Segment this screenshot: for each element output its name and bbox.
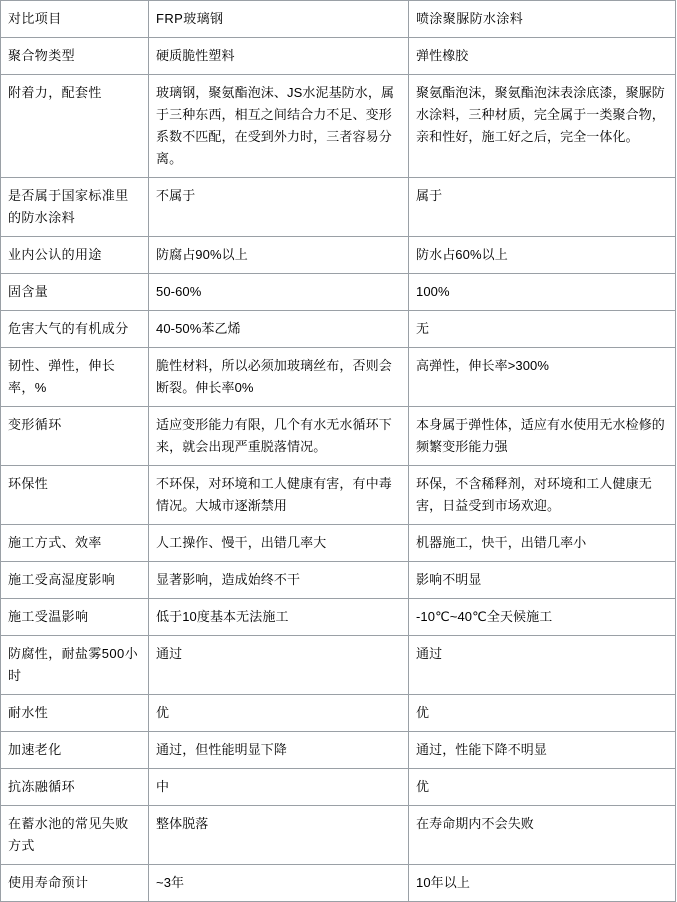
table-row: [1, 636, 676, 695]
table-row: [1, 562, 676, 599]
table-row: [1, 695, 676, 732]
row-value-pua: 10年以上: [409, 865, 676, 902]
row-value-pua: 弹性橡胶: [409, 38, 676, 75]
row-value-frp: 脆性材料，所以必须加玻璃丝布，否则会断裂。伸长率0%: [149, 348, 409, 407]
row-label: 施工受温影响: [1, 599, 149, 636]
row-value-frp: 显著影响，造成始终不干: [149, 562, 409, 599]
row-value-frp: 硬质脆性塑料: [149, 38, 409, 75]
row-label: 变形循环: [1, 407, 149, 466]
row-label: 耐水性: [1, 695, 149, 732]
row-label: 环保性: [1, 466, 149, 525]
row-value-pua: 在寿命期内不会失败: [409, 806, 676, 865]
row-value-pua: 防水占60%以上: [409, 237, 676, 274]
row-value-frp: 不环保，对环境和工人健康有害，有中毒情况。大城市逐渐禁用: [149, 466, 409, 525]
row-value-pua: 环保，不含稀释剂，对环境和工人健康无害，日益受到市场欢迎。: [409, 466, 676, 525]
row-value-frp: 人工操作、慢干，出错几率大: [149, 525, 409, 562]
table-row: [1, 466, 676, 525]
row-label: 抗冻融循环: [1, 769, 149, 806]
table-row: [1, 525, 676, 562]
table-row: [1, 274, 676, 311]
row-value-pua: 影响不明显: [409, 562, 676, 599]
row-value-pua: 本身属于弹性体，适应有水使用无水检修的频繁变形能力强: [409, 407, 676, 466]
row-value-frp: ~3年: [149, 865, 409, 902]
table-row: [1, 806, 676, 865]
row-label: 业内公认的用途: [1, 237, 149, 274]
row-value-pua: 无: [409, 311, 676, 348]
row-label: 是否属于国家标准里的防水涂料: [1, 178, 149, 237]
column-header-frp: FRP玻璃钢: [149, 1, 409, 38]
row-label: 在蓄水池的常见失败方式: [1, 806, 149, 865]
table-row: [1, 769, 676, 806]
row-value-frp: 通过，但性能明显下降: [149, 732, 409, 769]
table-row: [1, 178, 676, 237]
row-value-frp: 50-60%: [149, 274, 409, 311]
row-value-frp: 通过: [149, 636, 409, 695]
row-value-frp: 不属于: [149, 178, 409, 237]
row-value-frp: 优: [149, 695, 409, 732]
column-header-pua: 喷涂聚脲防水涂料: [409, 1, 676, 38]
row-value-pua: 100%: [409, 274, 676, 311]
table-row: [1, 311, 676, 348]
row-label: 使用寿命预计: [1, 865, 149, 902]
row-value-pua: 通过，性能下降不明显: [409, 732, 676, 769]
table-row: [1, 75, 676, 178]
row-value-pua: 通过: [409, 636, 676, 695]
row-label: 固含量: [1, 274, 149, 311]
row-value-pua: 机器施工，快干，出错几率小: [409, 525, 676, 562]
row-value-frp: 整体脱落: [149, 806, 409, 865]
row-value-frp: 玻璃钢，聚氨酯泡沫、JS水泥基防水，属于三种东西，相互之间结合力不足、变形系数不匹配，在受到外力时，三者容易分离。: [149, 75, 409, 178]
table-row: [1, 865, 676, 902]
row-value-pua: 高弹性，伸长率>300%: [409, 348, 676, 407]
row-value-frp: 低于10度基本无法施工: [149, 599, 409, 636]
table-row: [1, 348, 676, 407]
table-row: [1, 732, 676, 769]
table-header-row: [1, 1, 676, 38]
row-value-pua: 聚氨酯泡沫，聚氨酯泡沫表涂底漆，聚脲防水涂料，三种材质，完全属于一类聚合物，亲和性好，施工好之后，完全一体化。: [409, 75, 676, 178]
row-label: 附着力，配套性: [1, 75, 149, 178]
row-label: 防腐性，耐盐雾500小时: [1, 636, 149, 695]
column-header-item: 对比项目: [1, 1, 149, 38]
row-label: 加速老化: [1, 732, 149, 769]
row-value-pua: 优: [409, 769, 676, 806]
row-label: 韧性、弹性，伸长率，%: [1, 348, 149, 407]
row-value-pua: -10℃~40℃全天候施工: [409, 599, 676, 636]
row-value-pua: 优: [409, 695, 676, 732]
table-row: [1, 237, 676, 274]
row-label: 施工受高湿度影响: [1, 562, 149, 599]
row-label: 危害大气的有机成分: [1, 311, 149, 348]
row-value-frp: 适应变形能力有限，几个有水无水循环下来，就会出现严重脱落情况。: [149, 407, 409, 466]
row-label: 聚合物类型: [1, 38, 149, 75]
row-value-pua: 属于: [409, 178, 676, 237]
row-value-frp: 40-50%苯乙烯: [149, 311, 409, 348]
row-label: 施工方式、效率: [1, 525, 149, 562]
row-value-frp: 防腐占90%以上: [149, 237, 409, 274]
table-row: [1, 38, 676, 75]
table-row: [1, 599, 676, 636]
table-row: [1, 407, 676, 466]
row-value-frp: 中: [149, 769, 409, 806]
